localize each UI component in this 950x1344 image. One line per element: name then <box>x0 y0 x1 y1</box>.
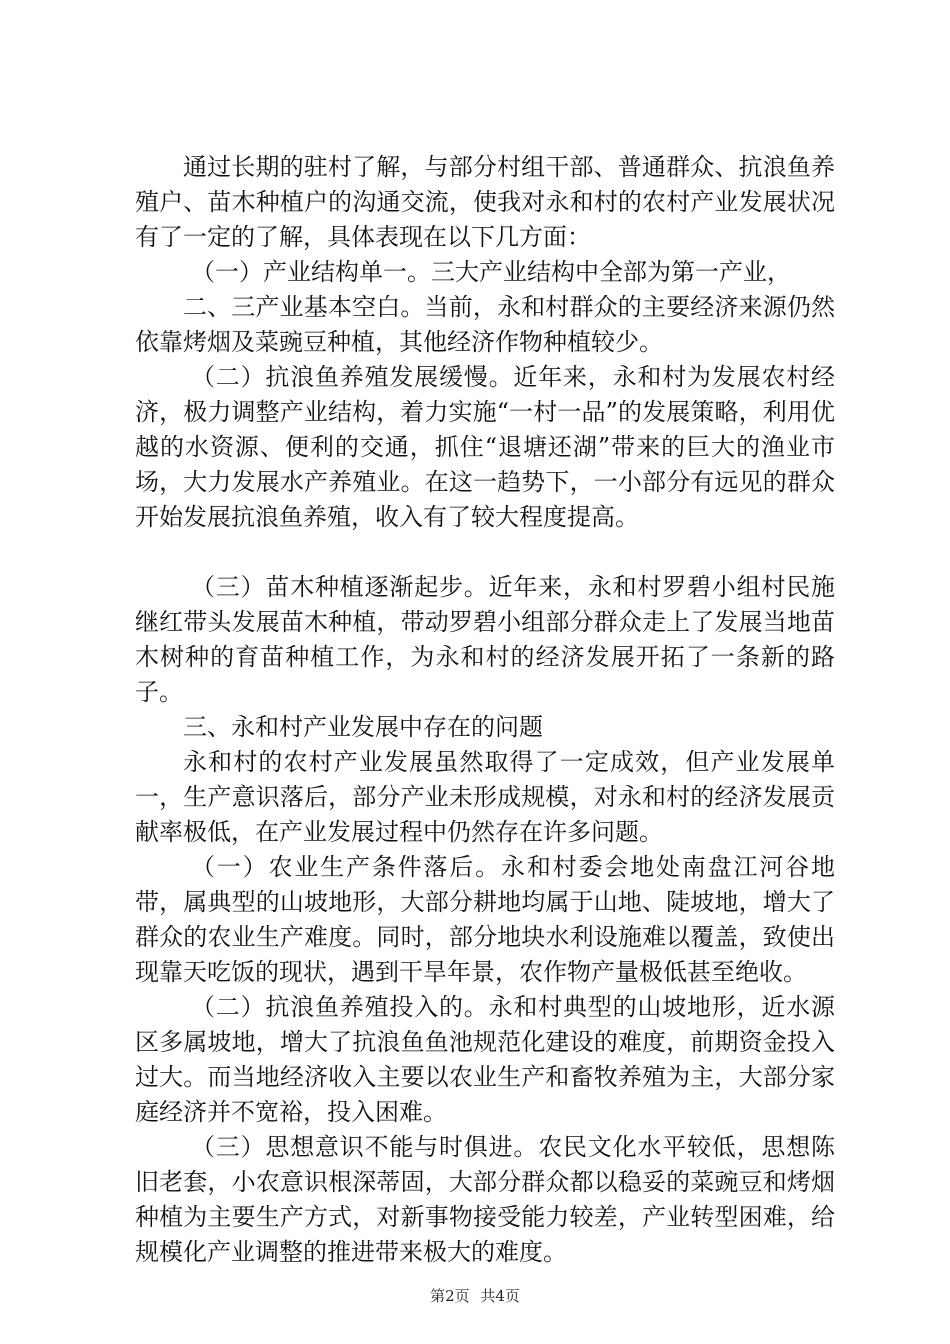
paragraph-section-3: （三）苗木种植逐渐起步。近年来，永和村罗碧小组村民施继红带头发展苗木种植，带动罗碧小组部分群众走上了发展当地苗木树种的育苗种植工作，为永和村的经济发展开拓了一条新的路子。 <box>135 573 835 706</box>
paragraph-section-1-body: 二、三产业基本空白。当前，永和村群众的主要经济来源仍然依靠烤烟及菜豌豆种植，其他经济作物种植较少。 <box>135 293 835 356</box>
paragraph-problems-intro: 永和村的农村产业发展虽然取得了一定成效，但产业发展单一，生产意识落后，部分产业未形成规模，对永和村的经济发展贡献率极低，在产业发展过程中仍然存在许多问题。 <box>135 748 835 846</box>
paragraph-problem-3: （三）思想意识不能与时俱进。农民文化水平较低，思想陈旧老套，小农意识根深蒂固，大部分群众都以稳妥的菜豌豆和烤烟种植为主要生产方式，对新事物接受能力较差，产业转型困难，给规模化产业调整的推进带来极大的难度。 <box>135 1133 835 1266</box>
paragraph-section-1-heading: （一）产业结构单一。三大产业结构中全部为第一产业， <box>191 258 791 286</box>
section-heading-problems: 三、永和村产业发展中存在的问题 <box>183 713 543 741</box>
page-total: 共4页 <box>480 1287 520 1305</box>
page-number: 第2页 <box>430 1287 470 1305</box>
paragraph-intro: 通过长期的驻村了解，与部分村组干部、普通群众、抗浪鱼养殖户、苗木种植户的沟通交流，使我对永和村的农村产业发展状况有了一定的了解，具体表现在以下几方面： <box>135 153 835 251</box>
paragraph-section-2: （二）抗浪鱼养殖发展缓慢。近年来，永和村为发展农村经济，极力调整产业结构，着力实施“一村一品”的发展策略，利用优越的水资源、便利的交通，抓住“退塘还湖”带来的巨大的渔业市场，大力发展水产养殖业。在这一趋势下，一小部分有远见的群众开始发展抗浪鱼养殖，收入有了较大程度提高。 <box>135 363 835 531</box>
page-footer <box>0 1285 950 1306</box>
paragraph-spacer <box>135 535 835 570</box>
paragraph-problem-2: （二）抗浪鱼养殖投入的。永和村典型的山坡地形，近水源区多属坡地，增大了抗浪鱼鱼池规范化建设的难度，前期资金投入过大。而当地经济收入主要以农业生产和畜牧养殖为主，大部分家庭经济并不宽裕，投入困难。 <box>135 993 835 1126</box>
document-body <box>135 150 835 1270</box>
paragraph-problem-1: （一）农业生产条件落后。永和村委会地处南盘江河谷地带，属典型的山坡地形，大部分耕地均属于山地、陡坡地，增大了群众的农业生产难度。同时，部分地块水利设施难以覆盖，致使出现靠天吃饭的现状，遇到干旱年景，农作物产量极低甚至绝收。 <box>135 853 835 986</box>
